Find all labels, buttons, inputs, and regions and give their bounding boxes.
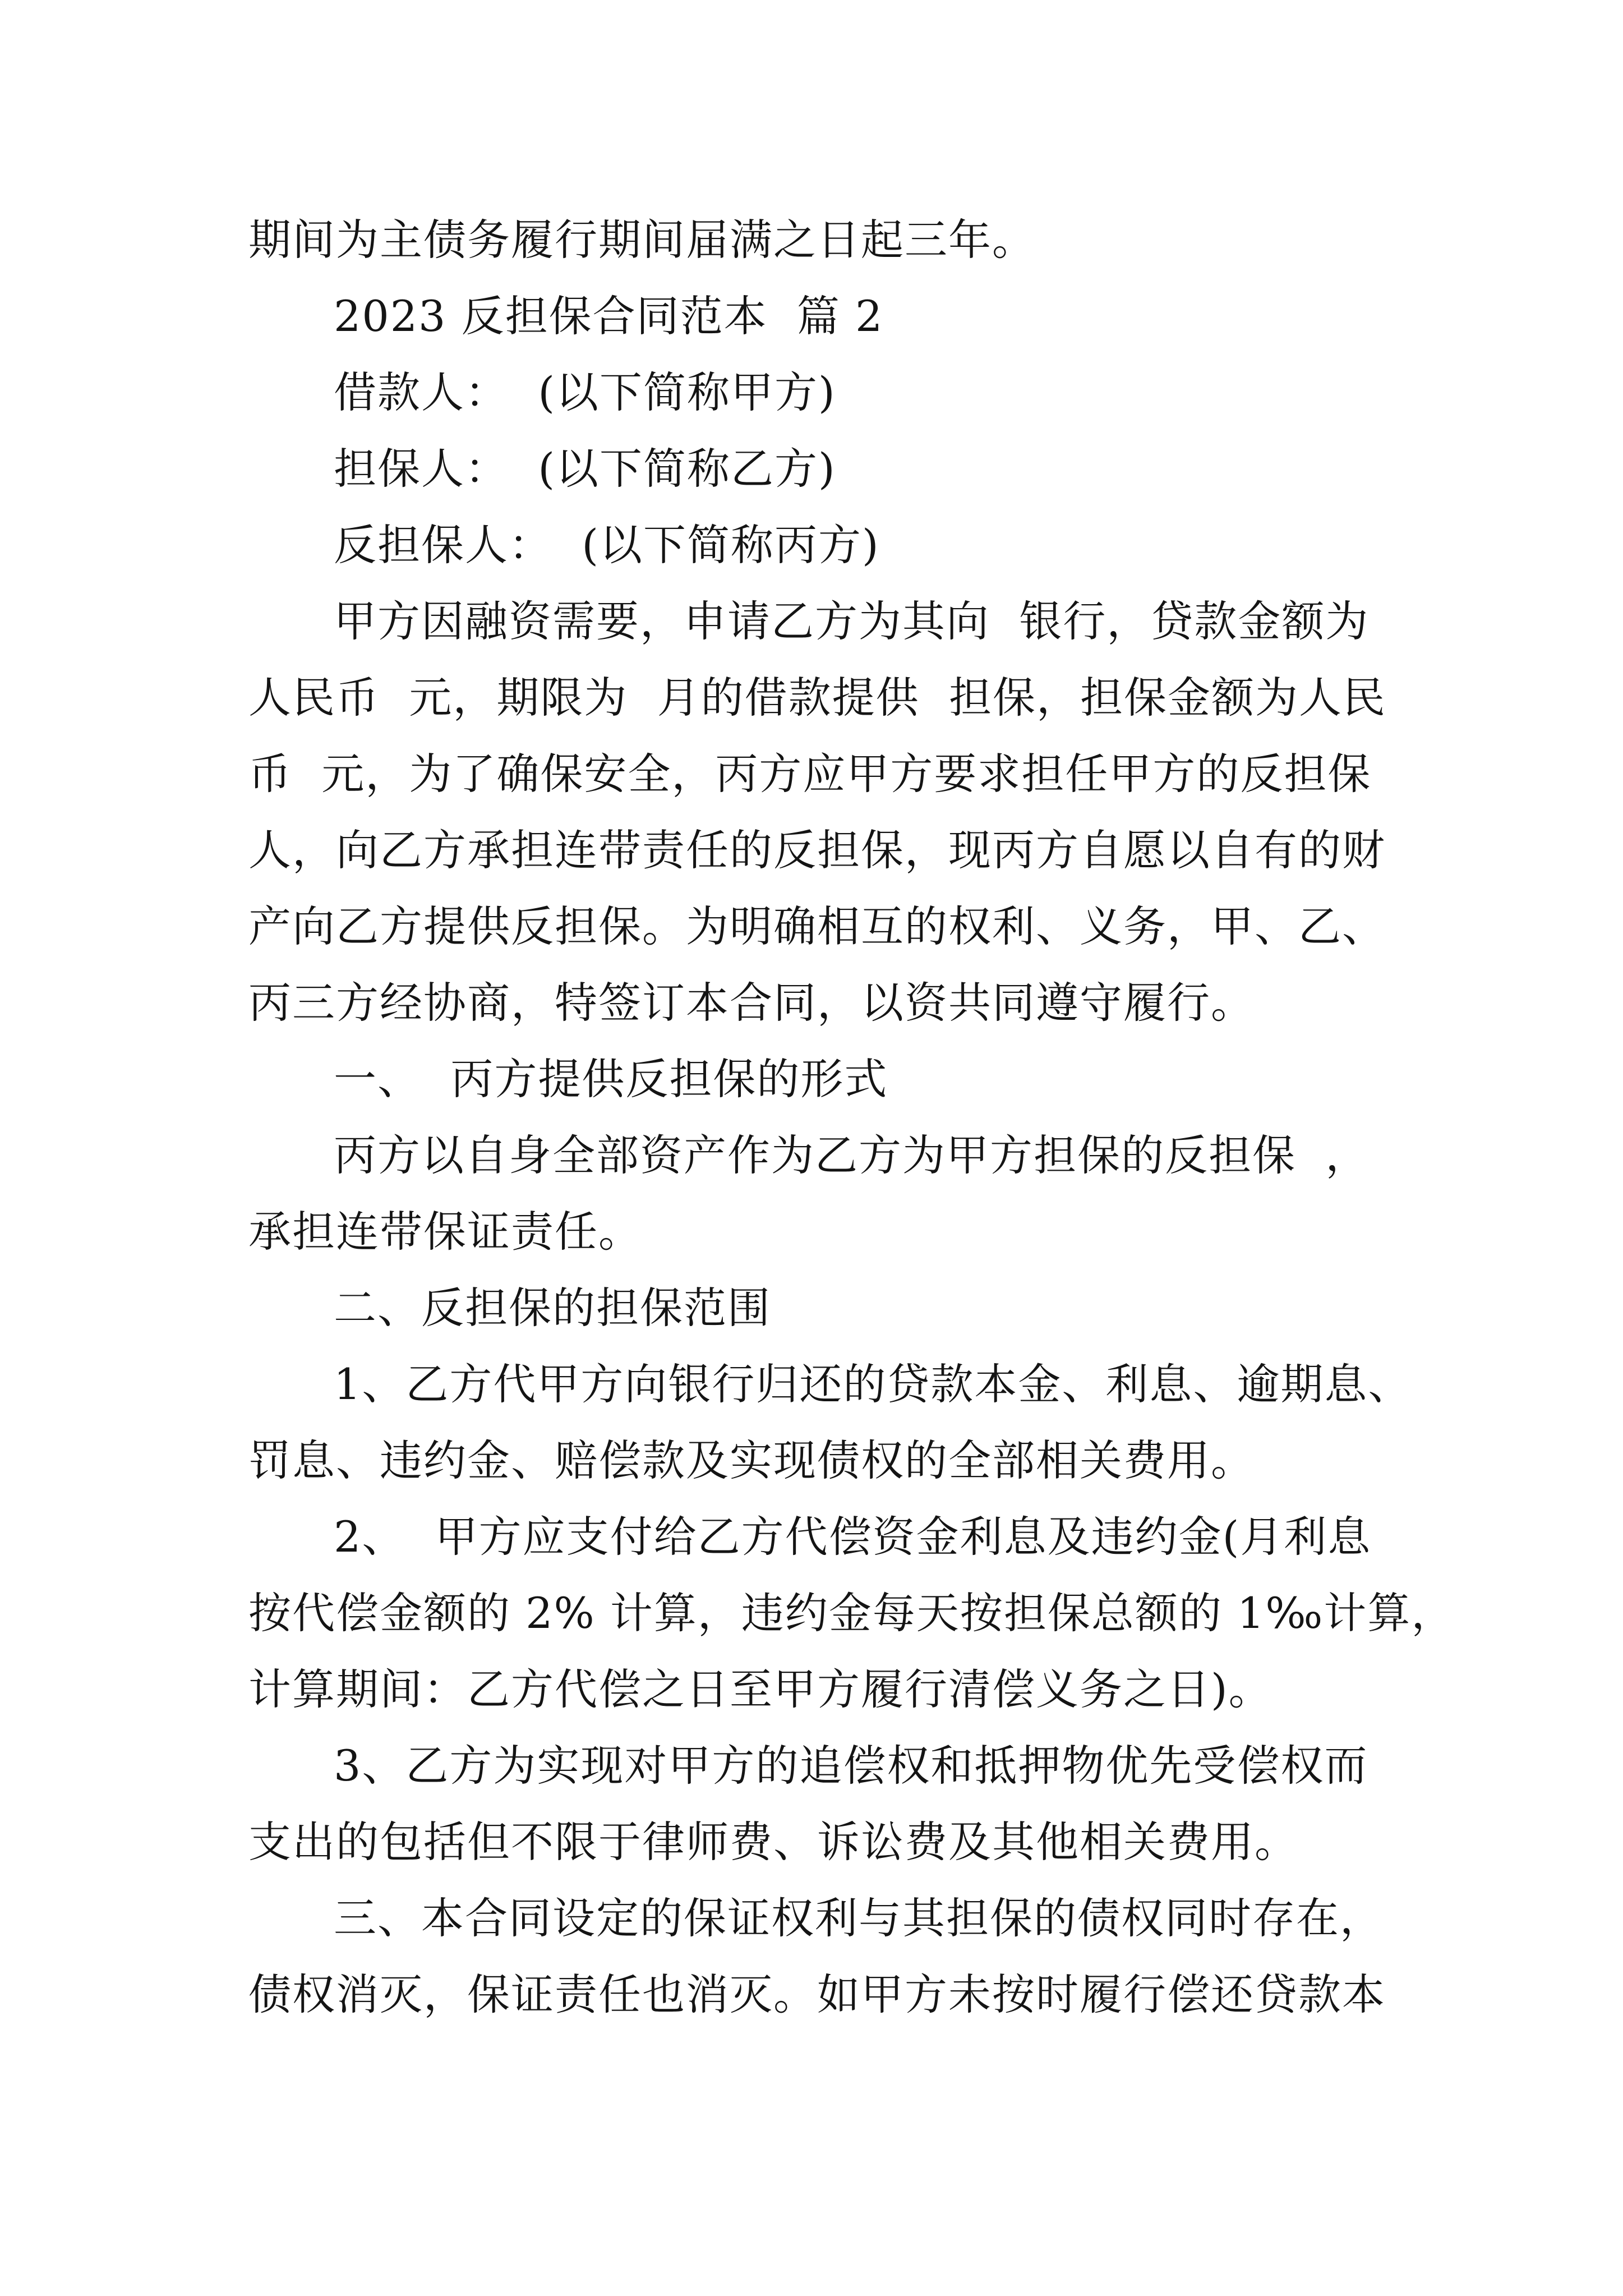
- document-body: [248, 202, 1455, 2033]
- text-line: 借款人： (以下简称甲方): [334, 367, 836, 417]
- text-line: 3、乙方为实现对甲方的追偿权和抵押物优先受偿权而: [334, 1741, 1368, 1791]
- text-line: 币 元，为了确保安全，丙方应甲方要求担任甲方的反担保: [248, 749, 1372, 799]
- text-line: 三、本合同设定的保证权利与其担保的债权同时存在，: [334, 1893, 1384, 1943]
- text-line: 二、反担保的担保范围: [334, 1283, 771, 1333]
- text-line: 甲方因融资需要，申请乙方为其向 银行，贷款金额为: [334, 596, 1370, 646]
- text-line: 支出的包括但不限于律师费、诉讼费及其他相关费用。: [248, 1817, 1298, 1867]
- text-line: 丙三方经协商，特签订本合同，以资共同遵守履行。: [248, 978, 1255, 1028]
- text-line: 1、乙方代甲方向银行归还的贷款本金、利息、逾期息、: [334, 1359, 1412, 1409]
- text-line: 承担连带保证责任。: [248, 1207, 642, 1257]
- text-line: 债权消灭，保证责任也消灭。如甲方未按时履行偿还贷款本: [248, 1970, 1386, 2019]
- text-line: 担保人： (以下简称乙方): [334, 444, 836, 494]
- text-line: 反担保人： (以下简称丙方): [334, 520, 880, 570]
- text-line: 一、 丙方提供反担保的形式: [334, 1054, 888, 1104]
- text-line: 丙方以自身全部资产作为乙方为甲方担保的反担保 ，: [334, 1130, 1370, 1180]
- text-line: 人，向乙方承担连带责任的反担保，现丙方自愿以自有的财: [248, 825, 1386, 875]
- text-line: 2023 反担保合同范本 篇 2: [334, 291, 884, 341]
- text-line: 人民币 元，期限为 月的借款提供 担保，担保金额为人民: [248, 673, 1386, 723]
- text-line: 计算期间：乙方代偿之日至甲方履行清偿义务之日)。: [248, 1664, 1272, 1714]
- text-line: 2、 甲方应支付给乙方代偿资金利息及违约金(月利息: [334, 1512, 1372, 1562]
- text-line: 期间为主债务履行期间届满之日起三年。: [248, 215, 1036, 265]
- text-line: 罚息、违约金、赔偿款及实现债权的全部相关费用。: [248, 1435, 1255, 1485]
- text-line: 产向乙方提供反担保。为明确相互的权利、义务，甲、乙、: [248, 901, 1386, 951]
- text-line: 按代偿金额的 2% 计算，违约金每天按担保总额的 1‰计算，: [248, 1588, 1455, 1638]
